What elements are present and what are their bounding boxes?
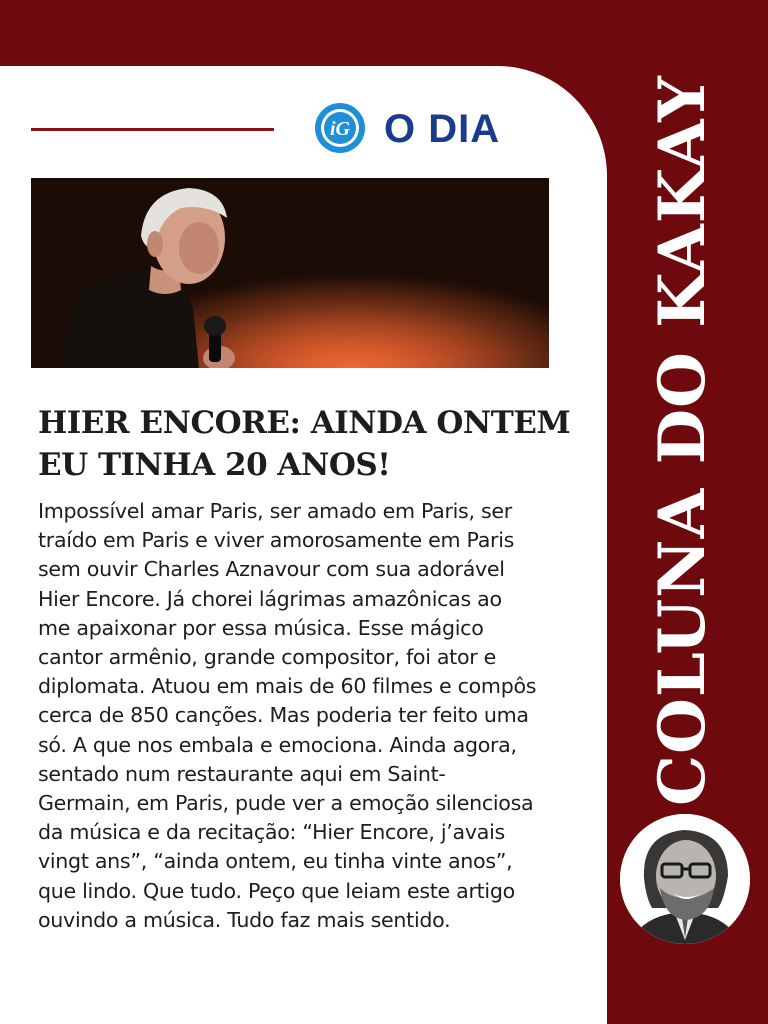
ig-logo-icon [314, 102, 366, 154]
header-rule [31, 128, 274, 131]
singer-illustration [31, 178, 549, 368]
article-headline: HIER ENCORE: AINDA ONTEM EU TINHA 20 ANOS! [38, 405, 571, 483]
article-body: Impossível amar Paris, ser amado em Paris, ser traído em Paris e viver amorosamente em Paris sem ouvir Charles Aznavour com sua adorável Hier Encore. Já chorei lágrimas amazônicas ao me apaixonar por essa música. Esse mágico cantor armênio, grande compositor, foi ator e diplomata. Atuou em mais de 60 filmes e compôs cerca de 850 canções. Mas poderia ter feito uma só. A que nos embala e emociona. Ainda agora, sentado num restaurante aqui em Saint-Germain, em Paris, pude ver a emoção silenciosa da música e da recitação: “Hier Encore, j’avais vingt ans”, “ainda ontem, eu tinha vinte anos”, que lindo. Que tudo. Peço que leiam este artigo ouvindo a música. Tudo faz mais sentido. [38, 499, 537, 932]
column-title [642, 74, 722, 806]
columnist-avatar [620, 814, 750, 944]
odia-logo [314, 98, 544, 158]
column-title-text: COLUNA DO KAKAY [644, 74, 720, 806]
ig-badge-text: iG [330, 118, 350, 140]
columnist-portrait-icon [620, 814, 750, 944]
article-photo [31, 178, 549, 368]
logo-text: O DIA [384, 107, 501, 151]
